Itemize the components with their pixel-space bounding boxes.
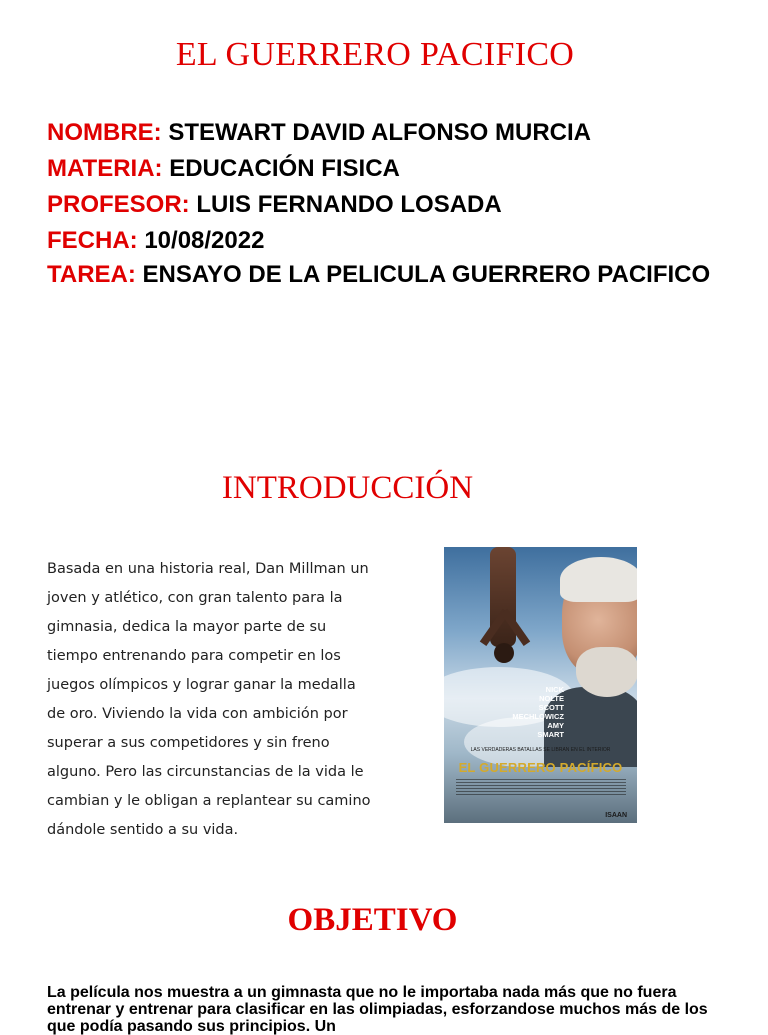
poster-cast-line: SCOTT [538,703,564,712]
info-materia [47,151,727,187]
poster-cast [484,685,564,739]
objetivo-heading: OBJETIVO [287,902,458,938]
info-fecha [47,223,727,259]
nombre-value: STEWART DAVID ALFONSO MURCIA [168,119,591,146]
introduccion-heading: INTRODUCCIÓN [221,470,474,506]
poster-credits-block [456,779,626,797]
poster-cast-line: SMART [537,730,564,739]
profesor-label: PROFESOR: [47,191,190,218]
poster-tagline: LAS VERDADERAS BATALLAS SE LIBRAN EN EL INTERIOR [470,747,611,753]
poster-cast-line: NICK [545,685,564,694]
tarea-label: TAREA: [47,261,136,288]
poster-logo: ISAAN [605,812,627,819]
info-nombre [47,115,727,151]
objetivo-paragraph: La película nos muestra a un gimnasta que no le importaba nada más que no fuera entrenar y entrenar para clasificar en las olimpiadas, esforzandose muchos más de los que podía pasando sus principios. Un [47,984,708,1035]
poster-cast-line: MECHLOWICZ [512,712,564,721]
fecha-label: FECHA: [47,227,138,254]
poster-figure-hair [560,557,637,602]
materia-value: EDUCACIÓN FISICA [169,155,400,182]
movie-poster-image [444,547,637,823]
introduccion-paragraph: Basada en una historia real, Dan Millman un joven y atlético, con gran talento para la gimnasia, dedica la mayor parte de su tiempo entrenando para competir en los juegos olímpicos y lograr ganar la medalla de oro. Viviendo la vida con ambición por superar a sus competidores y sin freno alguno. Pero las circunstancias de la vida le cambian y le obligan a replantear su camino dándole sentido a su vida. [47,561,371,838]
info-profesor [47,187,727,223]
document-title: EL GUERRERO PACIFICO [175,36,575,73]
student-info [47,115,727,289]
poster-cast-line: NOLTE [539,694,564,703]
poster-gymnast-head [494,643,514,663]
info-tarea [47,261,727,289]
tarea-value: ENSAYO DE LA PELICULA GUERRERO PACIFICO [142,261,711,288]
poster-figure-beard [576,647,637,697]
nombre-label: NOMBRE: [47,119,162,146]
fecha-value: 10/08/2022 [144,227,265,254]
materia-label: MATERIA: [47,155,163,182]
poster-title: EL GUERRERO PACÍFICO [458,760,623,775]
poster-cast-line: AMY [547,721,564,730]
profesor-value: LUIS FERNANDO LOSADA [196,191,502,218]
